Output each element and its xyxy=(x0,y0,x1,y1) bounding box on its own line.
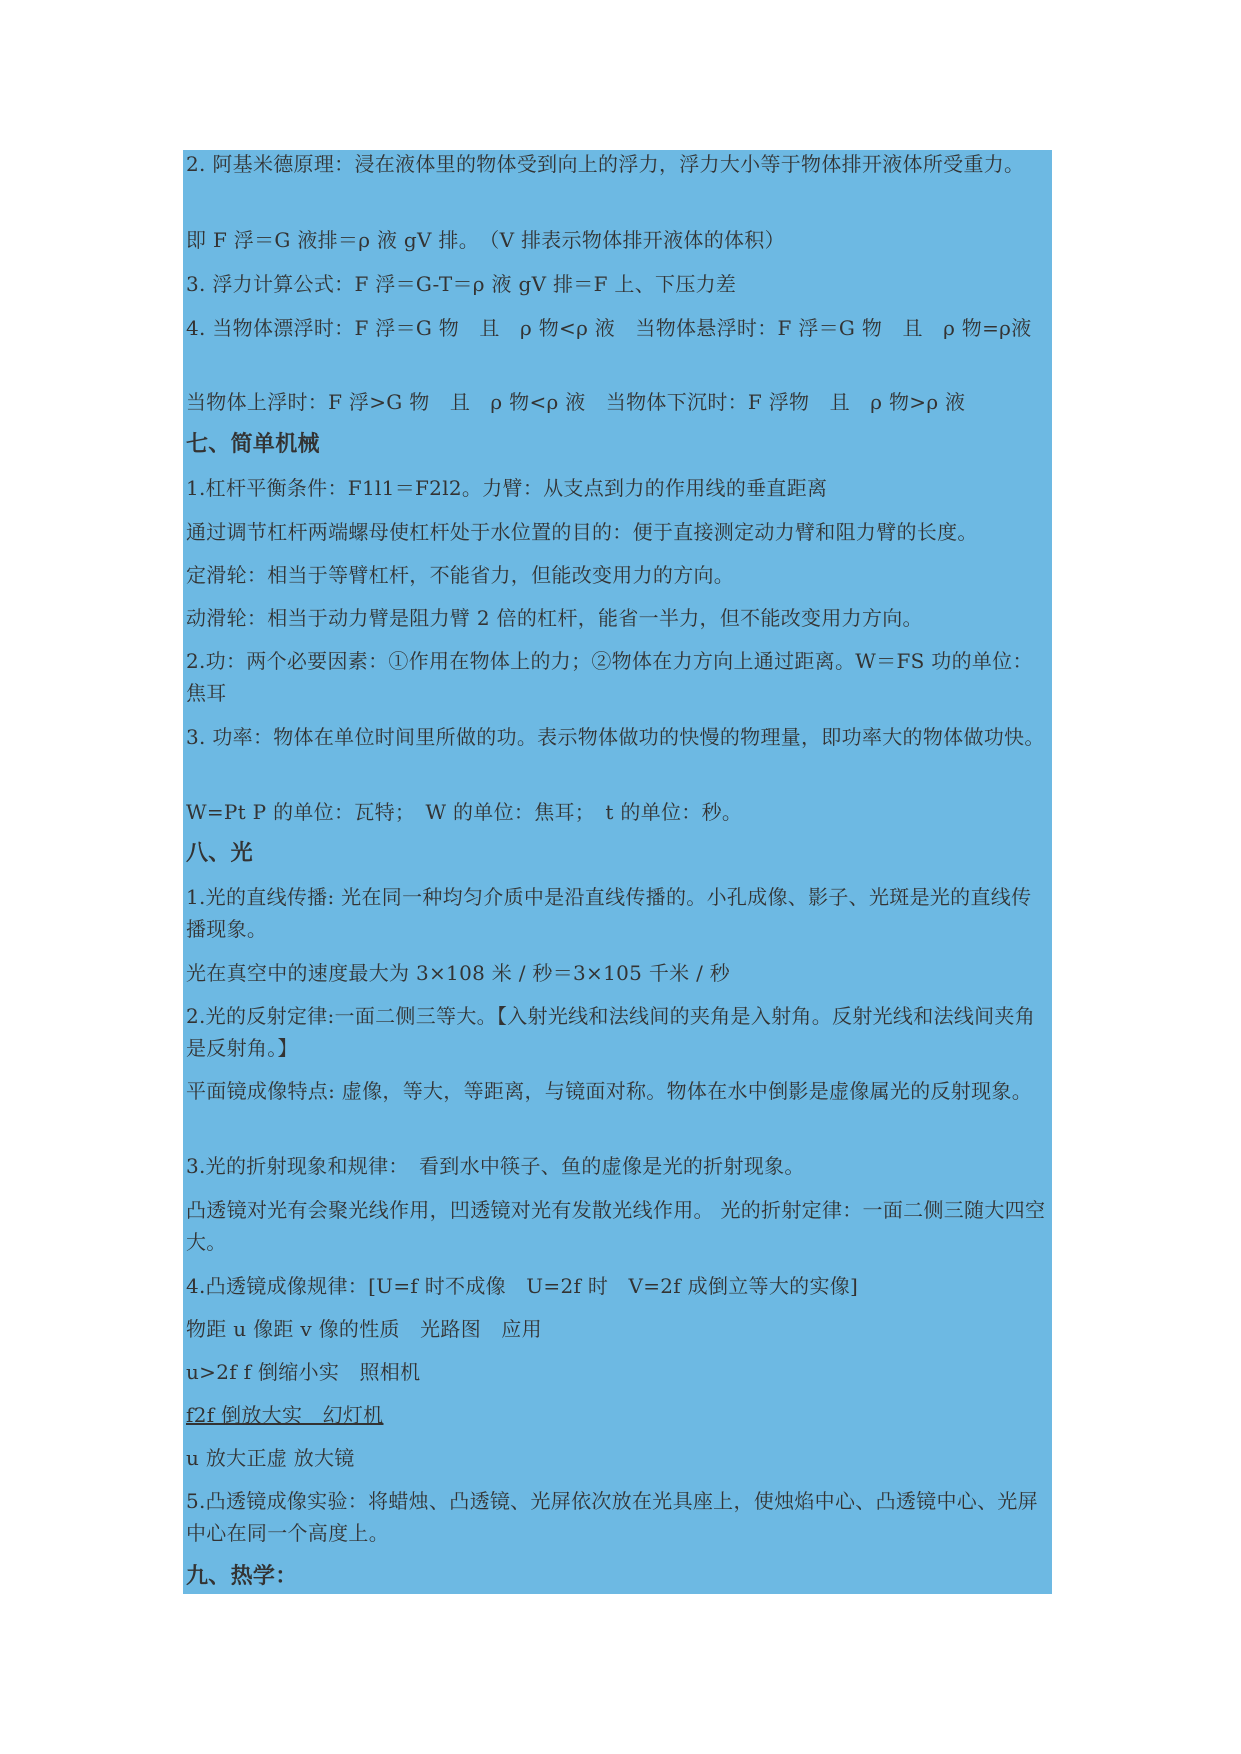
paragraph-buoyancy-formula: 即 F 浮＝G 液排＝ρ 液 gV 排。 （V 排表示物体排开液体的体积） xyxy=(186,228,785,252)
section-heading-light: 八、光 xyxy=(186,841,253,866)
paragraph-lever: 1.杠杆平衡条件：F1l1＝F2l2。力臂：从支点到力的作用线的垂直距离 xyxy=(186,476,828,500)
paragraph-lever-balance: 通过调节杠杆两端螺母使杠杆处于水位置的目的：便于直接测定动力臂和阻力臂的长度。 xyxy=(186,520,978,544)
section-heading-simple-machines: 七、简单机械 xyxy=(186,432,320,457)
paragraph-movable-pulley: 动滑轮：相当于动力臂是阻力臂 2 倍的杠杆，能省一半力，但不能改变用力方向。 xyxy=(186,606,923,630)
table-row-magnifier: u 放大正虚 放大镜 xyxy=(186,1446,355,1470)
table-row-camera: u>2f f 倒缩小实 照相机 xyxy=(186,1360,421,1384)
paragraph-plane-mirror: 平面镜成像特点: 虚像，等大，等距离，与镜面对称。物体在水中倒影是虚像属光的反射现象。 xyxy=(186,1079,1032,1103)
paragraph-buoyancy-calc: 3. 浮力计算公式：F 浮＝G-T＝ρ 液 gV 排＝F 上、下压力差 xyxy=(186,272,737,296)
paragraph-archimedes: 2. 阿基米德原理：浸在液体里的物体受到向上的浮力，浮力大小等于物体排开液体所受重力。 xyxy=(186,152,1025,176)
paragraph-lens-effect: 凸透镜对光有会聚光线作用，凹透镜对光有发散光线作用。 光的折射定律：一面二侧三随大四空大。 xyxy=(186,1198,1046,1254)
paragraph-power-units: W=Pt P 的单位：瓦特； W 的单位：焦耳； t 的单位：秒。 xyxy=(186,800,743,824)
paragraph-light-speed: 光在真空中的速度最大为 3×108 米 / 秒＝3×105 千米 / 秒 xyxy=(186,961,731,985)
paragraph-work: 2.功：两个必要因素：①作用在物体上的力；②物体在力方向上通过距离。W＝FS 功的单位：焦耳 xyxy=(186,649,1033,705)
table-row-projector: f2f 倒放大实 幻灯机 xyxy=(186,1403,384,1427)
paragraph-fixed-pulley: 定滑轮：相当于等臂杠杆，不能省力，但能改变用力的方向。 xyxy=(186,563,735,587)
table-header-text: 物距 u 像距 v 像的性质 光路图 应用 xyxy=(186,1317,542,1341)
paragraph-reflection-law: 2.光的反射定律:一面二侧三等大。【入射光线和法线间的夹角是入射角。反射光线和法线间夹角是反射角。】 xyxy=(186,1004,1036,1060)
paragraph-light-straight: 1.光的直线传播: 光在同一种均匀介质中是沿直线传播的。小孔成像、影子、光斑是光的直线传播现象。 xyxy=(186,885,1032,941)
paragraph-rise-sink: 当物体上浮时：F 浮>G 物 且 ρ 物<ρ 液 当物体下沉时：F 浮物 且 ρ 物>ρ 液 xyxy=(186,390,966,414)
paragraph-lens-experiment: 5.凸透镜成像实验：将蜡烛、凸透镜、光屏依次放在光具座上，使烛焰中心、凸透镜中心、光屏中心在同一个高度上。 xyxy=(186,1489,1038,1545)
section-heading-thermal: 九、热学： xyxy=(186,1564,298,1589)
paragraph-refraction: 3.光的折射现象和规律： 看到水中筷子、鱼的虚像是光的折射现象。 xyxy=(186,1154,805,1178)
paragraph-float-suspend: 4. 当物体漂浮时：F 浮＝G 物 且 ρ 物<ρ 液 当物体悬浮时：F 浮＝G 物 且 ρ 物=ρ液 xyxy=(186,316,1032,340)
paragraph-lens-rules: 4.凸透镜成像规律：[U=f 时不成像 U=2f 时 V=2f 成倒立等大的实像] xyxy=(186,1274,859,1298)
paragraph-power: 3. 功率：物体在单位时间里所做的功。表示物体做功的快慢的物理量，即功率大的物体做功快。 xyxy=(186,725,1045,749)
